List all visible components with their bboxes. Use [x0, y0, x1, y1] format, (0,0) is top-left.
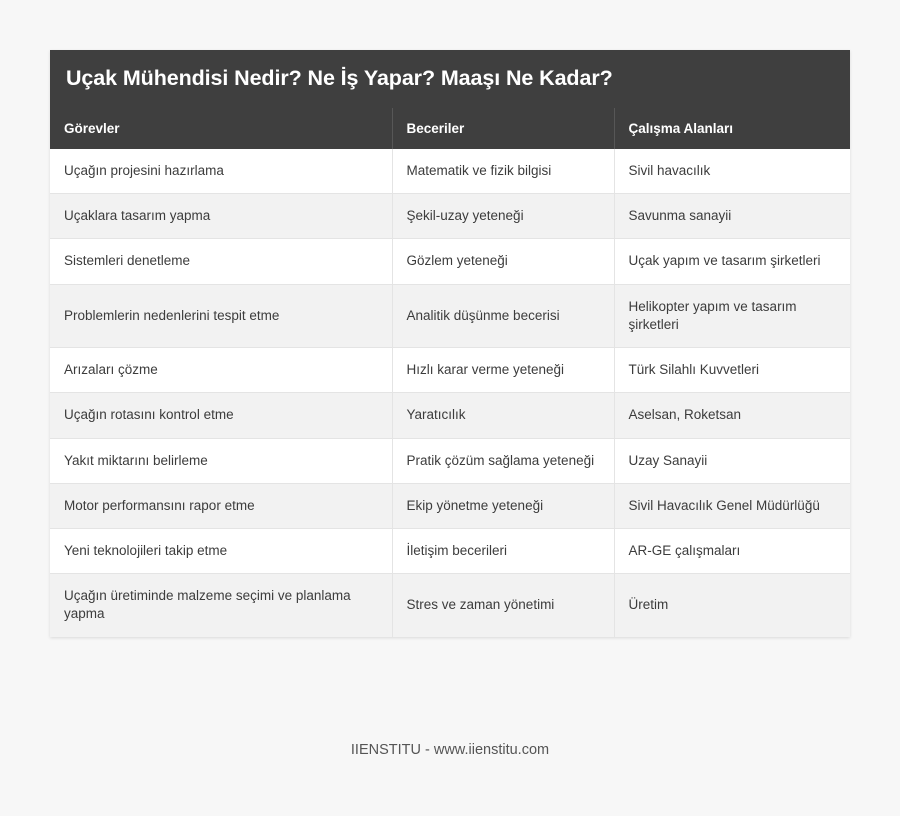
cell-beceri: Şekil-uzay yeteneği [392, 194, 614, 239]
cell-gorev: Uçaklara tasarım yapma [50, 194, 392, 239]
table-row [50, 284, 850, 347]
table-body [50, 149, 850, 637]
cell-calisma-alani: Helikopter yapım ve tasarım şirketleri [614, 284, 850, 347]
table-header-row [50, 108, 850, 149]
cell-beceri: Yaratıcılık [392, 393, 614, 438]
cell-gorev: Problemlerin nedenlerini tespit etme [50, 284, 392, 347]
table-row [50, 393, 850, 438]
info-table-card [50, 50, 850, 637]
cell-calisma-alani: Üretim [614, 574, 850, 637]
cell-calisma-alani: Savunma sanayii [614, 194, 850, 239]
cell-beceri: Pratik çözüm sağlama yeteneği [392, 438, 614, 483]
footer-attribution: IIENSTITU - www.iienstitu.com [350, 742, 550, 758]
cell-calisma-alani: Sivil havacılık [614, 149, 850, 194]
page-title: Uçak Mühendisi Nedir? Ne İş Yapar? Maaşı Ne Kadar? [66, 66, 613, 91]
cell-gorev: Uçağın projesini hazırlama [50, 149, 392, 194]
cell-gorev: Yakıt miktarını belirleme [50, 438, 392, 483]
cell-calisma-alani: Aselsan, Roketsan [614, 393, 850, 438]
cell-calisma-alani: Türk Silahlı Kuvvetleri [614, 348, 850, 393]
cell-gorev: Motor performansını rapor etme [50, 483, 392, 528]
table-row [50, 574, 850, 637]
column-header-gorevler: Görevler [50, 108, 392, 149]
cell-beceri: Hızlı karar verme yeteneği [392, 348, 614, 393]
table-title-bar [50, 50, 850, 108]
table-row [50, 348, 850, 393]
cell-beceri: Stres ve zaman yönetimi [392, 574, 614, 637]
table-row [50, 438, 850, 483]
table-row [50, 194, 850, 239]
column-header-calisma-alanlari: Çalışma Alanları [614, 108, 850, 149]
cell-beceri: Analitik düşünme becerisi [392, 284, 614, 347]
table-row [50, 483, 850, 528]
cell-gorev: Uçağın üretiminde malzeme seçimi ve planlama yapma [50, 574, 392, 637]
cell-gorev: Arızaları çözme [50, 348, 392, 393]
info-table [50, 108, 850, 637]
cell-calisma-alani: Uçak yapım ve tasarım şirketleri [614, 239, 850, 284]
cell-beceri: Matematik ve fizik bilgisi [392, 149, 614, 194]
table-row [50, 528, 850, 573]
cell-beceri: Gözlem yeteneği [392, 239, 614, 284]
cell-gorev: Uçağın rotasını kontrol etme [50, 393, 392, 438]
cell-beceri: İletişim becerileri [392, 528, 614, 573]
cell-calisma-alani: Sivil Havacılık Genel Müdürlüğü [614, 483, 850, 528]
cell-beceri: Ekip yönetme yeteneği [392, 483, 614, 528]
cell-gorev: Yeni teknolojileri takip etme [50, 528, 392, 573]
cell-calisma-alani: AR-GE çalışmaları [614, 528, 850, 573]
column-header-beceriler: Beceriler [392, 108, 614, 149]
table-header [50, 108, 850, 149]
cell-calisma-alani: Uzay Sanayii [614, 438, 850, 483]
table-row [50, 149, 850, 194]
cell-gorev: Sistemleri denetleme [50, 239, 392, 284]
table-row [50, 239, 850, 284]
